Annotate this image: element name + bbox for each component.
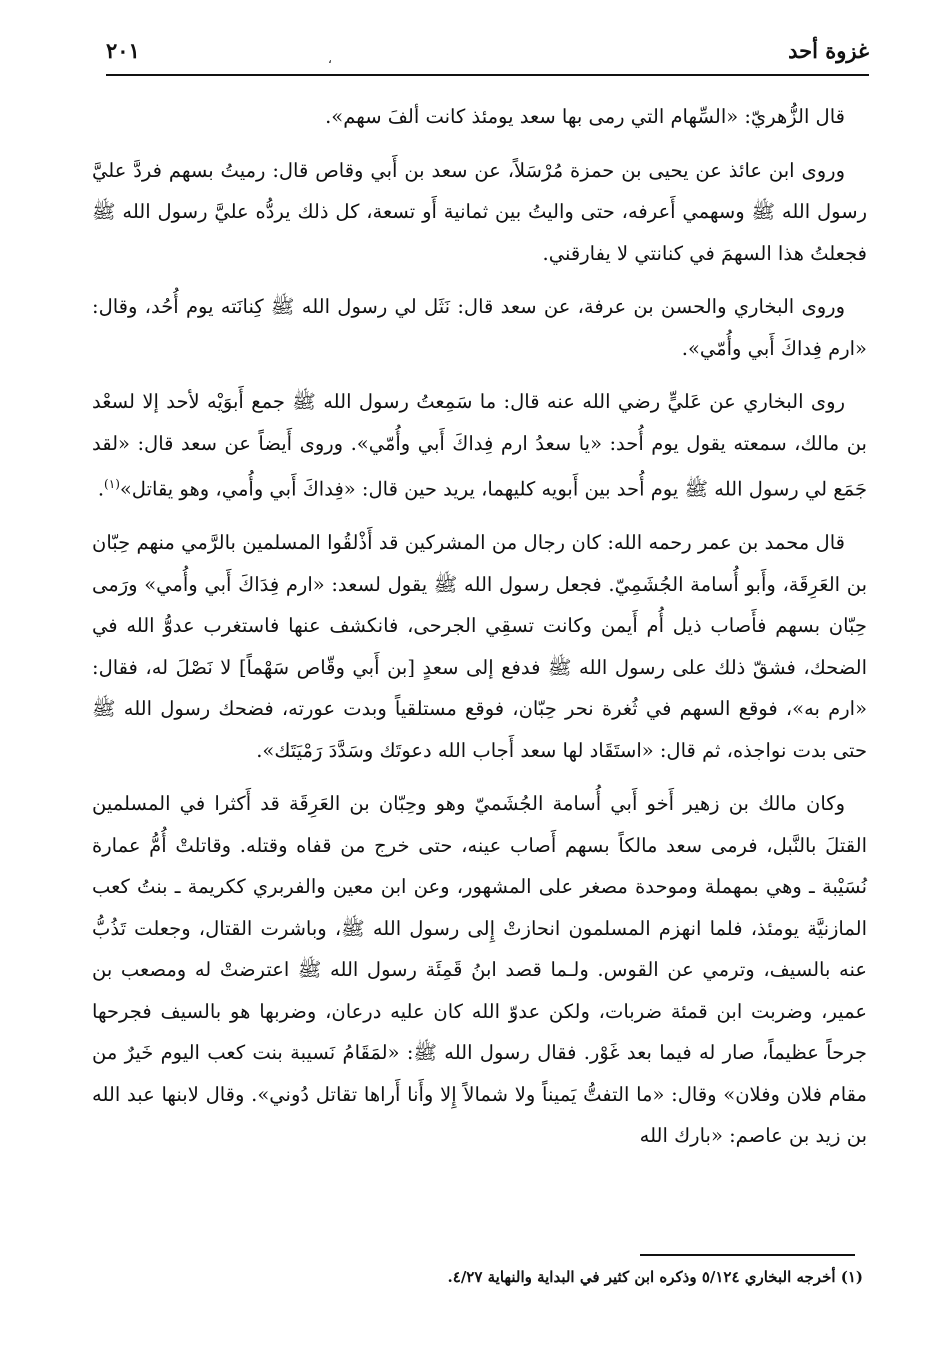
paragraph-text: وروى البخاري والحسن بن عرفة، عن سعد قال: نَثَل لي رسول الله ﷺ كِنانَته يوم أُحُد، وقال: «ارم فِداكَ أَبي وأُمّي».: [92, 295, 867, 360]
paragraph-tail: .: [97, 477, 105, 501]
running-title: غزوة أحد: [788, 38, 869, 63]
paragraph-text: قال الزُّهريّ: «السِّهام التي رمى بها سعد يومئذ كانت ألفَ سهم».: [325, 105, 845, 128]
paragraph-text: وروى ابن عائذ عن يحيى بن حمزة مُرْسَلاً، عن سعد بن أَبي وقاص قال: رميتُ بسهم فردَّ عليَّ رسول الله ﷺ وسهمي أَعرفه، حتى واليتُ بين ثمانية أَو تسعة، كل ذلك يردُّه عليَّ رسول الله ﷺ فجعلتُ هذا السهمَ في كنانتي لا يفارقني.: [92, 158, 867, 265]
page-body: [92, 96, 867, 1169]
paragraph: [92, 381, 867, 510]
paragraph-text: روى البخاري عن عَليٍّ رضي الله عنه قال: ما سَمِعتُ رسول الله ﷺ جمع أَبوَيْه لأحد إلا لسعْد بن مالك، سمعته يقول يوم أُحد: «يا سعدُ ارم فِداكَ أَبي وأُمّي». وروى أَيضاً عن سعد قال: «لقد جَمَع لي رسول الله ﷺ يوم أُحد بين أَبويه كليهما، يريد حين قال: «فِداكَ أَبي وأُمي، وهو يقاتل»: [92, 390, 867, 501]
paragraph: [92, 150, 867, 275]
paragraph: [92, 286, 867, 369]
paragraph-text: وكان مالك بن زهير أَخو أَبي أُسامة الجُشَميّ وهو وحِبّان بن العَرِقَة قد أَكثرا في المسلمين القتلَ بالنَّبل، فرمى سعد مالكاً بسهم أَصاب عينه، حتى خرج من قفاه وقتله. وقاتلتْ أُمُّ عمارة نُسَيْبة ـ وهي بمهملة وموحدة مصغر على المشهور، وعن ابن معين والفربري ككريمة ـ بنتُ كعب المازنيَّة يومئذ، فلما انهزم المسلمون انحازتْ إِلى رسول الله ﷺ، وباشرت القتال، وجعلت تَذُبُّ عنه بالسيف، وترمي عن القوس. ولـما قصد ابنُ قَمِئَة رسول الله ﷺ اعترضتْ له ومصعب بن عمير، وضربت ابن قمئة ضربات، ولكن عدوّ الله كان عليه درعان، وضربها هو بالسيف فجرحها جرحاً عظيماً، صار له فيما بعد غَوْر. فقال رسول الله ﷺ: «لمَقَامُ نَسيبة بنت كعب اليوم خَيرٌ من مقام فلان وفلان» وقال: «ما التفتُّ يَميناً ولا شمالاً إِلا وأَنا أَراها تقاتل دُوني». وقال لابنها عبد الله بن زيد بن عاصم: «بارك الله: [92, 792, 867, 1147]
footnote-divider: [640, 1254, 855, 1256]
paragraph: [92, 522, 867, 771]
paragraph-text: قال محمد بن عمر رحمه الله: كان رجال من المشركين قد أَذْلقُوا المسلمين بالرَّمي منهم حِبّان بن العَرِقَة، وأَبو أُسامة الجُشَمِيّ. فجعل رسول الله ﷺ يقول لسعد: «ارم فِدَاكَ أَبي وأُمي» ورَمى حِبّان بسهم فأَصاب ذيل أُم أَيمن وكانت تسقِي الجرحى، فانكشف عنها فاستغرب عدوُّ الله في الضحك، فشقّ ذلك على رسول الله ﷺ فدفع إلى سعدٍ [بن أَبي وقّاص سَهْماً] لا نَصْلَ له، فقال: «ارم به»، فوقع السهم في ثُغرة نحر حِبّان، فوقع مستلقياً وبدت عورته، فضحك رسول الله ﷺ حتى بدت نواجذه، ثم قال: «استَقَاد لها سعد أَجاب الله دعوتَك وسَدَّدَ رَمْيَتَك».: [92, 531, 867, 762]
footnote: (١) أخرجه البخاري ٥/١٢٤ وذكره ابن كثير في البداية والنهاية ٤/٢٧.: [447, 1268, 863, 1286]
header-mark: ،: [328, 52, 332, 66]
page-header: [106, 34, 869, 76]
paragraph: [92, 783, 867, 1157]
footnote-reference[interactable]: (١): [104, 477, 120, 491]
page-number: ٢٠١: [106, 38, 140, 63]
paragraph: [92, 96, 867, 138]
